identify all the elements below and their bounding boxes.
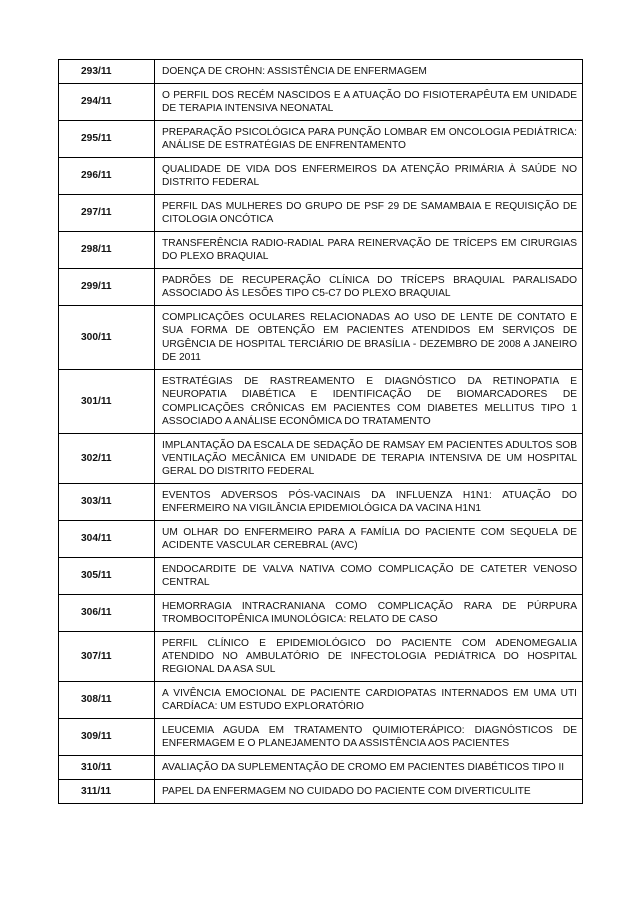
entry-code: 308/11 bbox=[59, 682, 155, 719]
entry-title: PERFIL DAS MULHERES DO GRUPO DE PSF 29 DE SAMAMBAIA E REQUISIÇÃO DE CITOLOGIA ONCÓTICA bbox=[155, 195, 583, 232]
entry-code: 300/11 bbox=[59, 306, 155, 370]
entry-title: AVALIAÇÃO DA SUPLEMENTAÇÃO DE CROMO EM PACIENTES DIABÉTICOS TIPO II bbox=[155, 756, 583, 780]
entry-code: 297/11 bbox=[59, 195, 155, 232]
entry-code: 295/11 bbox=[59, 121, 155, 158]
table-row bbox=[59, 306, 583, 370]
entry-title: PADRÕES DE RECUPERAÇÃO CLÍNICA DO TRÍCEPS BRAQUIAL PARALISADO ASSOCIADO ÀS LESÕES TIPO C5-C7 DO PLEXO BRAQUIAL bbox=[155, 269, 583, 306]
entry-title: O PERFIL DOS RECÉM NASCIDOS E A ATUAÇÃO DO FISIOTERAPÊUTA EM UNIDADE DE TERAPIA INTENSIVA NEONATAL bbox=[155, 84, 583, 121]
table-row bbox=[59, 370, 583, 434]
entry-title: IMPLANTAÇÃO DA ESCALA DE SEDAÇÃO DE RAMSAY EM PACIENTES ADULTOS SOB VENTILAÇÃO MECÂNICA EM UNIDADE DE TERAPIA INTENSIVA DE UM HOSPITAL GERAL DO DISTRITO FEDERAL bbox=[155, 434, 583, 484]
entry-title: PAPEL DA ENFERMAGEM NO CUIDADO DO PACIENTE COM DIVERTICULITE bbox=[155, 780, 583, 804]
table-row bbox=[59, 232, 583, 269]
table-row bbox=[59, 434, 583, 484]
entry-code: 303/11 bbox=[59, 484, 155, 521]
table-row bbox=[59, 682, 583, 719]
entry-code: 306/11 bbox=[59, 595, 155, 632]
entry-code: 296/11 bbox=[59, 158, 155, 195]
entry-title: EVENTOS ADVERSOS PÓS-VACINAIS DA INFLUENZA H1N1: ATUAÇÃO DO ENFERMEIRO NA VIGILÂNCIA EPIDEMIOLÓGICA DA VACINA H1N1 bbox=[155, 484, 583, 521]
entry-title: PREPARAÇÃO PSICOLÓGICA PARA PUNÇÃO LOMBAR EM ONCOLOGIA PEDIÁTRICA: ANÁLISE DE ESTRATÉGIAS DE ENFRENTAMENTO bbox=[155, 121, 583, 158]
entry-title: PERFIL CLÍNICO E EPIDEMIOLÓGICO DO PACIENTE COM ADENOMEGALIA ATENDIDO NO AMBULATÓRIO DE INFECTOLOGIA PEDIÁTRICA DO HOSPITAL REGIONAL DA ASA SUL bbox=[155, 632, 583, 682]
entry-code: 311/11 bbox=[59, 780, 155, 804]
entry-title: HEMORRAGIA INTRACRANIANA COMO COMPLICAÇÃO RARA DE PÚRPURA TROMBOCITOPÊNICA IMUNOLÓGICA: RELATO DE CASO bbox=[155, 595, 583, 632]
table-row bbox=[59, 484, 583, 521]
entry-code: 304/11 bbox=[59, 521, 155, 558]
table-body bbox=[59, 60, 583, 804]
table-row bbox=[59, 158, 583, 195]
entry-title: TRANSFERÊNCIA RADIO-RADIAL PARA REINERVAÇÃO DE TRÍCEPS EM CIRURGIAS DO PLEXO BRAQUIAL bbox=[155, 232, 583, 269]
table-row bbox=[59, 84, 583, 121]
entry-title: COMPLICAÇÕES OCULARES RELACIONADAS AO USO DE LENTE DE CONTATO E SUA FORMA DE OBTENÇÃO EM PACIENTES ATENDIDOS EM SERVIÇOS DE URGÊNCIA DE HOSPITAL TERCIÁRIO DE BRASÍLIA - DEZEMBRO DE 2008 A JANEIRO DE 2011 bbox=[155, 306, 583, 370]
table-row bbox=[59, 756, 583, 780]
entry-title: LEUCEMIA AGUDA EM TRATAMENTO QUIMIOTERÁPICO: DIAGNÓSTICOS DE ENFERMAGEM E O PLANEJAMENTO DA ASSISTÊNCIA AOS PACIENTES bbox=[155, 719, 583, 756]
table-row bbox=[59, 780, 583, 804]
entry-code: 293/11 bbox=[59, 60, 155, 84]
entry-code: 302/11 bbox=[59, 434, 155, 484]
table-row bbox=[59, 521, 583, 558]
entry-code: 301/11 bbox=[59, 370, 155, 434]
entry-code: 298/11 bbox=[59, 232, 155, 269]
table-row bbox=[59, 719, 583, 756]
entry-code: 310/11 bbox=[59, 756, 155, 780]
entry-title: ENDOCARDITE DE VALVA NATIVA COMO COMPLICAÇÃO DE CATETER VENOSO CENTRAL bbox=[155, 558, 583, 595]
entry-title: ESTRATÉGIAS DE RASTREAMENTO E DIAGNÓSTICO DA RETINOPATIA E NEUROPATIA DIABÉTICA E IDENTIFICAÇÃO DE BIOMARCADORES DE COMPLICAÇÕES CRÔNICAS EM PACIENTES COM DIABETES MELLITUS TIPO 1 ASSOCIADO A ANÁLISE ECONÔMICA DO TRATAMENTO bbox=[155, 370, 583, 434]
entry-title: A VIVÊNCIA EMOCIONAL DE PACIENTE CARDIOPATAS INTERNADOS EM UMA UTI CARDÍACA: UM ESTUDO EXPLORATÓRIO bbox=[155, 682, 583, 719]
table-row bbox=[59, 121, 583, 158]
entry-code: 309/11 bbox=[59, 719, 155, 756]
table-row bbox=[59, 632, 583, 682]
entry-title: QUALIDADE DE VIDA DOS ENFERMEIROS DA ATENÇÃO PRIMÁRIA À SAÚDE NO DISTRITO FEDERAL bbox=[155, 158, 583, 195]
thesis-list-table bbox=[58, 59, 583, 804]
entry-title: UM OLHAR DO ENFERMEIRO PARA A FAMÍLIA DO PACIENTE COM SEQUELA DE ACIDENTE VASCULAR CEREBRAL (AVC) bbox=[155, 521, 583, 558]
table-row bbox=[59, 558, 583, 595]
entry-title: DOENÇA DE CROHN: ASSISTÊNCIA DE ENFERMAGEM bbox=[155, 60, 583, 84]
entry-code: 294/11 bbox=[59, 84, 155, 121]
table-row bbox=[59, 595, 583, 632]
table-row bbox=[59, 269, 583, 306]
entry-code: 307/11 bbox=[59, 632, 155, 682]
entry-code: 305/11 bbox=[59, 558, 155, 595]
table-row bbox=[59, 60, 583, 84]
table-row bbox=[59, 195, 583, 232]
entry-code: 299/11 bbox=[59, 269, 155, 306]
